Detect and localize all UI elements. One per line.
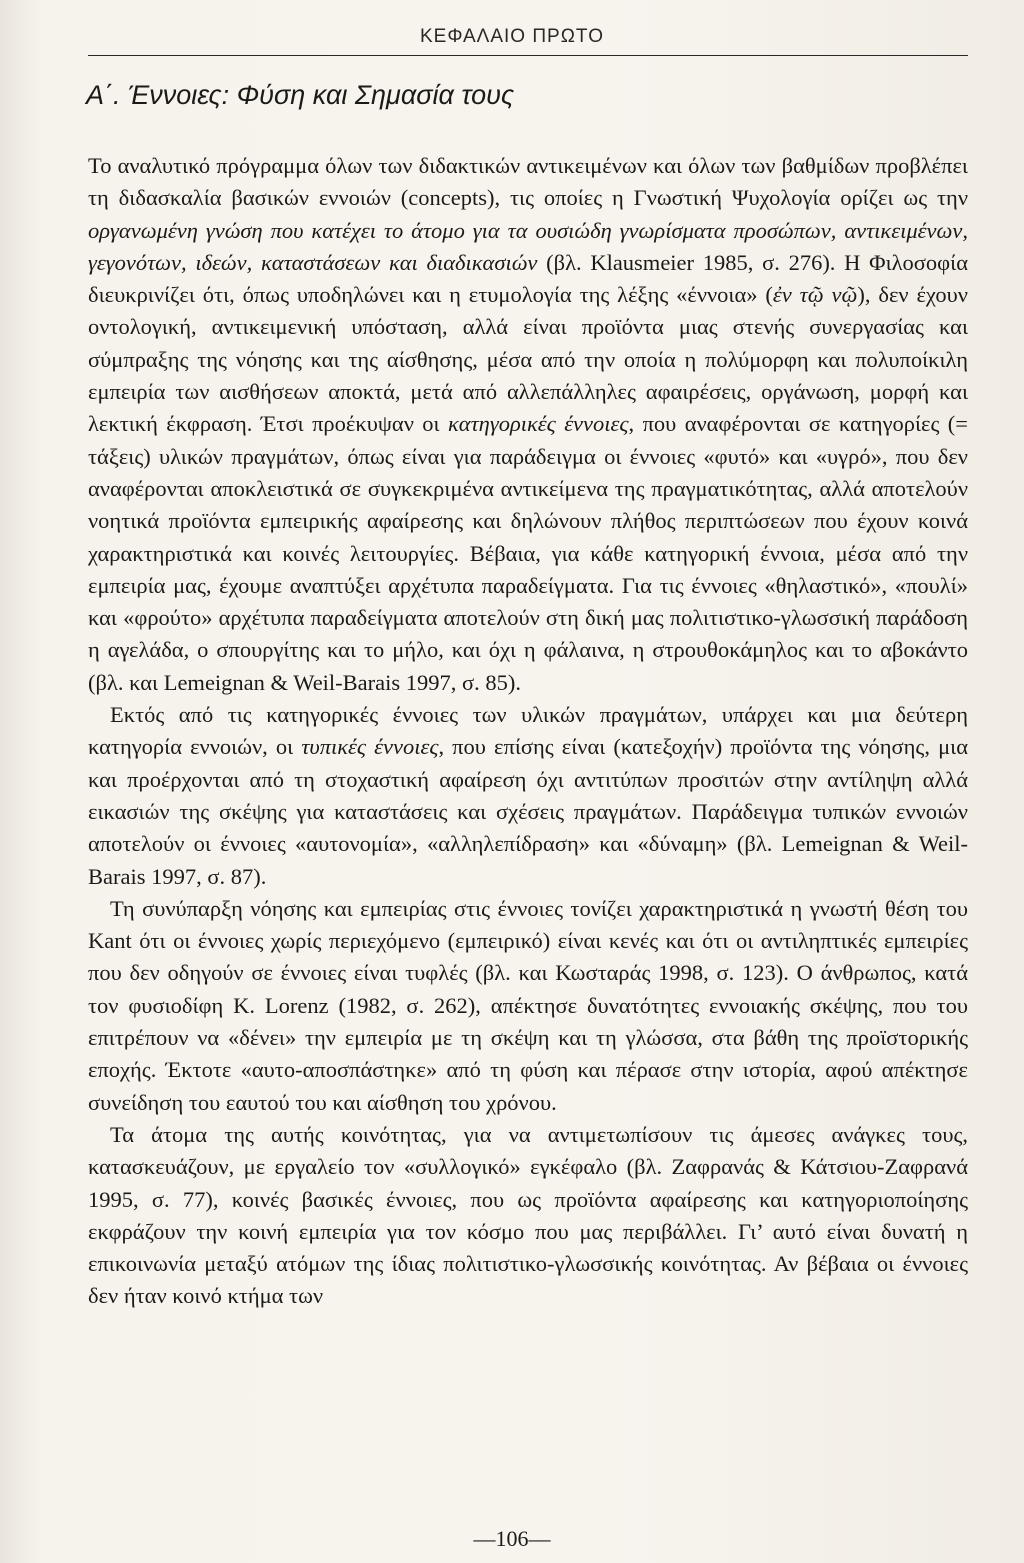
paragraph-1-term: κατηγορικές έννοιες: [448, 411, 629, 437]
header-rule: [88, 55, 968, 56]
paragraph-1-greek-phrase: ἐν τῷ νῷ: [772, 282, 858, 308]
paragraph-1: [88, 150, 968, 699]
paragraph-3: Τη συνύπαρξη νόησης και εμπειρίας στις έννοιες τονίζει χαρακτηριστικά η γνωστή θέση του Kant ότι οι έννοιες χωρίς περιεχόμενο (εμπειρικό) είναι κενές και ότι οι αντιληπτικές εμπειρίες που δεν οδηγούν σε έννοιες είναι τυφλές (βλ. και Κωσταράς 1998, σ. 123). Ο άνθρωπος, κατά τον φυσιοδίφη K. Lorenz (1982, σ. 262), απέκτησε δυνατότητες εννοιακής σκέψης, που του επιτρέπουν να «δένει» την εμπειρία με τη σκέψη και τη γλώσσα, στα βάθη της προϊστορικής εποχής. Έκτοτε «αυτο-αποσπάστηκε» από τη φύση και πέρασε στην ιστορία, αφού απέκτησε συνείδηση του εαυτού του και αίσθηση του χρόνου.: [88, 895, 968, 1115]
paragraph-1-text-cont-2: ), δεν έχουν οντολογική, αντικειμενική υπόσταση, αλλά είναι προϊόντα μιας στενής συνεργασίας και σύμπραξης της νόησης και της αίσθησης, μέσα από την οποία η πολύμορφη και πολυποίκιλη εμπειρία των αισθήσεων αποκτά, μετά από αλλεπάλληλες αφαιρέσεις, οργάνωση, μορφή και λεκτική έκφραση. Έτσι προέκυψαν οι: [88, 282, 968, 437]
body-text: [88, 150, 968, 1313]
page-number: —106—: [473, 1526, 551, 1551]
paragraph-2-text-cont: , που επίσης είναι (κατεξοχήν) προϊόντα της νόησης, μια και προέρχονται από τη στοχαστική αφαίρεση όχι αντιτύπων προσιτών στην αντίληψη αλλά εικασιών της σκέψης για καταστάσεις και σχέσεις πραγμάτων. Παράδειγμα τυπικών εννοιών αποτελούν οι έννοιες «αυτονομία», «αλληλεπίδραση» και «δύναμη» (βλ. Lemeignan & Weil-Barais 1997, σ. 87).: [88, 734, 968, 889]
paragraph-1-text-cont-3: , που αναφέρονται σε κατηγορίες (= τάξεις) υλικών πραγμάτων, όπως είναι για παράδειγμα οι έννοιες «φυτό» και «υγρό», που δεν αναφέρονται αποκλειστικά σε συγκεκριμένα αντικείμενα της πραγματικότητας, αλλά αποτελούν νοητικά προϊόντα εμπειρικής αφαίρεσης και δηλώνουν πλήθος περιπτώσεων που έχουν κοινά χαρακτηριστικά και κοινές λειτουργίες. Βέβαια, για κάθε κατηγορική έννοια, μέσα από την εμπειρία μας, έχουμε αναπτύξει αρχέτυπα παραδείγματα. Για τις έννοιες «θηλαστικό», «πουλί» και «φρούτο» αρχέτυπα παραδείγματα αποτελούν στη δική μας πολιτιστικο-γλωσσική παράδοση η αγελάδα, ο σπουργίτης και το μήλο, και όχι η φάλαινα, η στρουθοκάμηλος και το αβοκάντο (βλ. και Lemeignan & Weil-Barais 1997, σ. 85).: [88, 411, 968, 695]
paragraph-1-text-cont: (βλ. Klausmeier 1985, σ. 276). Η Φιλοσοφία διευκρινίζει ότι, όπως υποδηλώνει και η ετυμολογία της λέξης «έννοια» (: [88, 249, 968, 308]
section-heading: Α΄. Έννοιες: Φύση και Σημασία τους: [86, 80, 515, 110]
paragraph-2-text: Εκτός από τις κατηγορικές έννοιες των υλικών πραγμάτων, υπάρχει και μια δεύτερη κατηγορία εννοιών, οι: [88, 702, 968, 760]
paragraph-1-definition: οργανωμένη γνώση που κατέχει το άτομο για τα ουσιώδη γνωρίσματα προσώπων, αντικειμένων, γεγονότων, ιδεών, καταστάσεων και διαδικασιών: [88, 217, 968, 275]
paragraph-2: [88, 699, 968, 893]
paragraph-4: Τα άτομα της αυτής κοινότητας, για να αντιμετωπίσουν τις άμεσες ανάγκες τους, κατασκευάζουν, με εργαλείο τον «συλλογικό» εγκέφαλο (βλ. Ζαφρανάς & Κάτσιου-Ζαφρανά 1995, σ. 77), κοινές βασικές έννοιες, που ως προϊόντα αφαίρεσης και κατηγοριοποίησης εκφράζουν την κοινή εμπειρία για τον κόσμο που μας περιβάλλει. Γι’ αυτό είναι δυνατή η επικοινωνία μεταξύ ατόμων της ίδιας πολιτιστικο-γλωσσικής κοινότητας. Αν βέβαια οι έννοιες δεν ήταν κοινό κτήμα των: [88, 1121, 968, 1309]
paragraph-2-term: τυπικές έννοιες: [301, 734, 439, 760]
running-head: ΚΕΦΑΛΑΙΟ ΠΡΩΤΟ: [420, 26, 604, 47]
paragraph-1-text: Το αναλυτικό πρόγραμμα όλων των διδακτικών αντικειμένων και όλων των βαθμίδων προβλέπει τη διδασκαλία βασικών εννοιών (concepts), τις οποίες η Γνωστική Ψυχολογία ορίζει ως την: [88, 153, 968, 211]
